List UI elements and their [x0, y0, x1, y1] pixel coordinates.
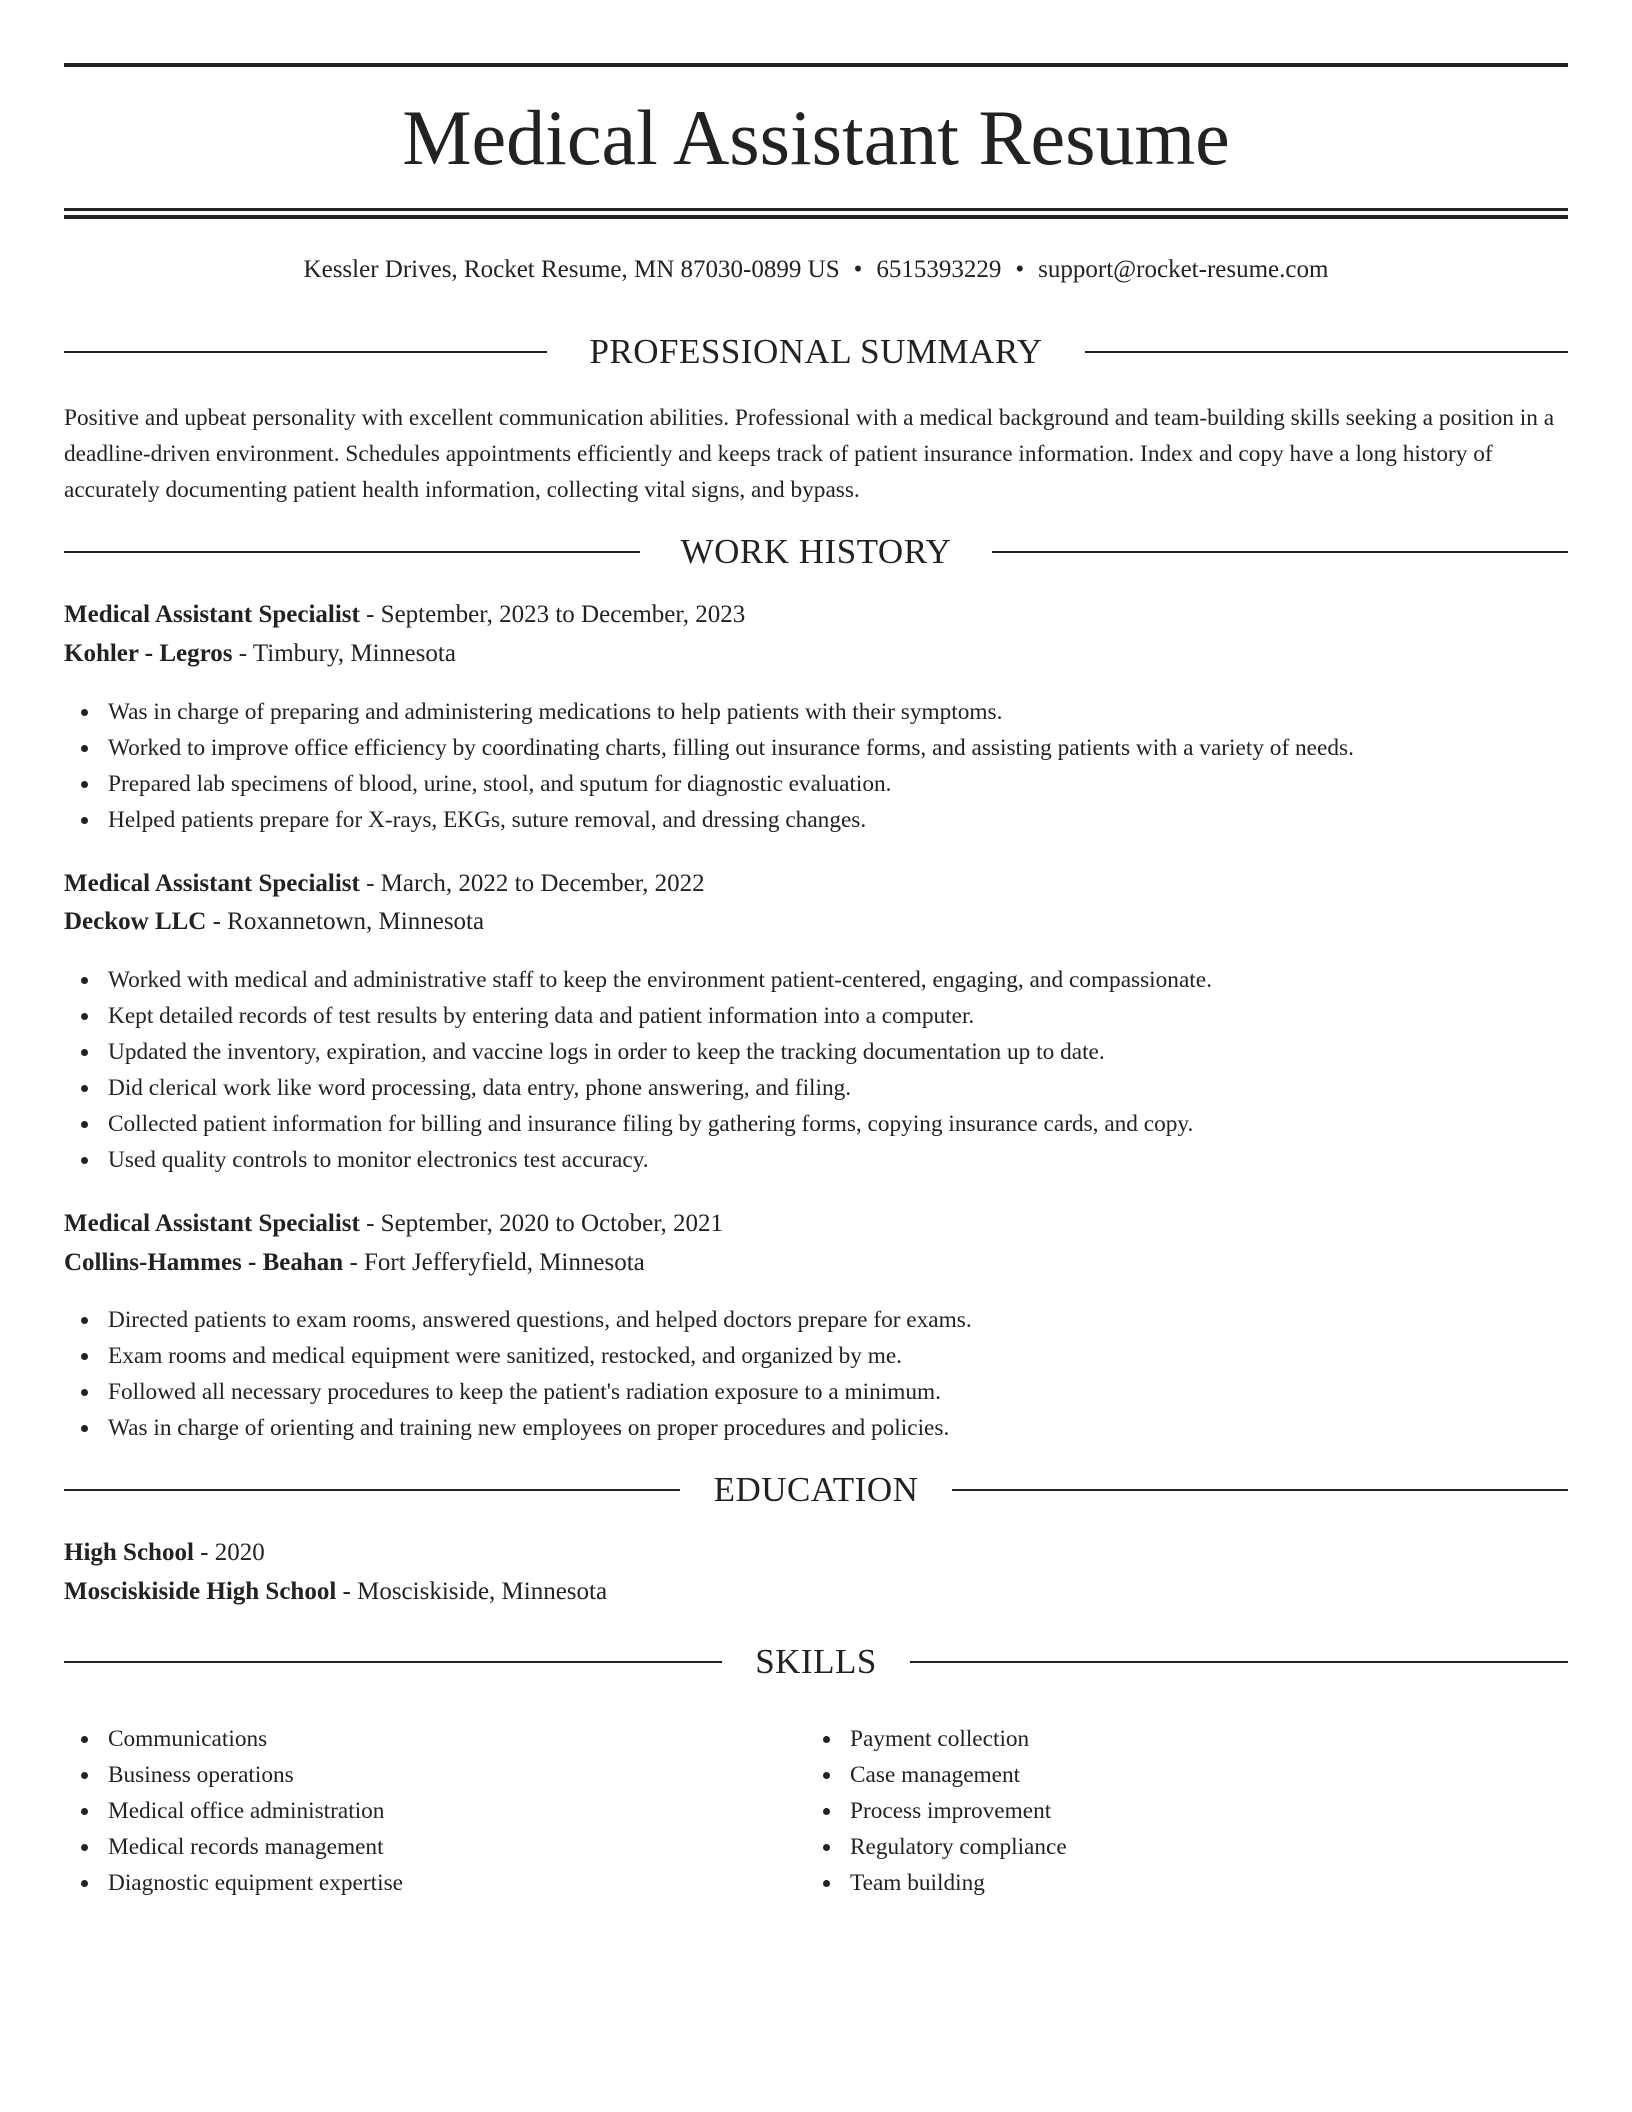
job-title: Medical Assistant Specialist — [64, 870, 360, 897]
job-title-line — [64, 597, 1568, 633]
job-location: - Fort Jefferyfield, Minnesota — [343, 1249, 645, 1276]
list-item: Worked to improve office efficiency by coordinating charts, filling out insurance forms, and assisting patients with a variety of needs. — [108, 730, 1612, 766]
header-double-rule-upper — [64, 208, 1568, 211]
list-item: Used quality controls to monitor electronics test accuracy. — [108, 1142, 1612, 1178]
skills-list-left — [64, 1721, 808, 1901]
skills-list-right — [806, 1721, 1550, 1901]
job-title-line — [64, 866, 1568, 902]
section-work-history — [64, 530, 1568, 574]
skill-item: Diagnostic equipment expertise — [108, 1865, 808, 1901]
job-company-line — [64, 904, 1568, 940]
job-title-line — [64, 1206, 1568, 1242]
job-company: Collins-Hammes - Beahan — [64, 1249, 344, 1276]
list-item: Exam rooms and medical equipment were sanitized, restocked, and organized by me. — [108, 1338, 1612, 1374]
education-school: Mosciskiside High School — [64, 1578, 337, 1605]
section-education — [64, 1468, 1568, 1512]
education-degree: High School — [64, 1539, 194, 1566]
header-double-rule-lower — [64, 215, 1568, 219]
education-degree-line — [64, 1535, 1568, 1571]
list-item: Updated the inventory, expiration, and vaccine logs in order to keep the tracking documentation up to date. — [108, 1034, 1612, 1070]
resume-title: Medical Assistant Resume — [402, 94, 1230, 181]
job-dates: - March, 2022 to December, 2022 — [359, 870, 705, 897]
skill-item: Business operations — [108, 1757, 808, 1793]
job-company: Kohler - Legros — [64, 640, 233, 667]
skill-item: Regulatory compliance — [850, 1829, 1550, 1865]
list-item: Helped patients prepare for X-rays, EKGs, suture removal, and dressing changes. — [108, 802, 1612, 838]
job-title: Medical Assistant Specialist — [64, 1210, 360, 1237]
job-title: Medical Assistant Specialist — [64, 601, 360, 628]
job-dates: - September, 2020 to October, 2021 — [359, 1210, 724, 1237]
list-item: Prepared lab specimens of blood, urine, stool, and sputum for diagnostic evaluation. — [108, 766, 1612, 802]
list-item: Was in charge of preparing and administering medications to help patients with their symptoms. — [108, 694, 1612, 730]
list-item: Did clerical work like word processing, data entry, phone answering, and filing. — [108, 1070, 1612, 1106]
list-item: Was in charge of orienting and training new employees on proper procedures and policies. — [108, 1410, 1612, 1446]
section-heading: EDUCATION — [713, 1470, 919, 1509]
list-item: Followed all necessary procedures to keep the patient's radiation exposure to a minimum. — [108, 1374, 1612, 1410]
job-bullets — [64, 1302, 1612, 1446]
job-company: Deckow LLC — [64, 908, 207, 935]
job-bullets — [64, 962, 1612, 1178]
contact-email: support@rocket-resume.com — [1038, 256, 1329, 283]
education-school-line — [64, 1574, 1568, 1610]
summary-text: Positive and upbeat personality with excellent communication abilities. Professional with a medical background and team-building skills seeking a position in a deadline-driven environment. Schedules appointments efficiently and keeps track of patient insurance information. Index and copy have a long history of accurately documenting patient health information, collecting vital signs, and bypass. — [64, 405, 1555, 503]
contact-address: Kessler Drives, Rocket Resume, MN 87030-0899 US — [303, 256, 840, 283]
skill-item: Process improvement — [850, 1793, 1550, 1829]
job-location: - Timbury, Minnesota — [232, 640, 456, 667]
skill-item: Communications — [108, 1721, 808, 1757]
section-heading: SKILLS — [755, 1642, 877, 1681]
list-item: Collected patient information for billing and insurance filing by gathering forms, copying insurance cards, and copy. — [108, 1106, 1612, 1142]
job-dates: - September, 2023 to December, 2023 — [359, 601, 746, 628]
section-skills — [64, 1640, 1568, 1684]
list-item: Worked with medical and administrative staff to keep the environment patient-centered, engaging, and compassionate. — [108, 962, 1612, 998]
list-item: Kept detailed records of test results by entering data and patient information into a computer. — [108, 998, 1612, 1034]
section-heading: PROFESSIONAL SUMMARY — [589, 332, 1043, 371]
education-year: - 2020 — [193, 1539, 265, 1566]
education-location: - Mosciskiside, Minnesota — [336, 1578, 608, 1605]
skill-item: Medical office administration — [108, 1793, 808, 1829]
skill-item: Medical records management — [108, 1829, 808, 1865]
skill-item: Team building — [850, 1865, 1550, 1901]
section-heading: WORK HISTORY — [680, 532, 952, 571]
skill-item: Case management — [850, 1757, 1550, 1793]
header-top-rule — [64, 63, 1568, 67]
job-company-line — [64, 1245, 1568, 1281]
job-bullets — [64, 694, 1612, 838]
section-professional-summary — [64, 330, 1568, 374]
contact-separator: • — [853, 256, 863, 283]
job-company-line — [64, 636, 1568, 672]
list-item: Directed patients to exam rooms, answered questions, and helped doctors prepare for exams. — [108, 1302, 1612, 1338]
contact-line — [64, 253, 1568, 287]
skill-item: Payment collection — [850, 1721, 1550, 1757]
job-location: - Roxannetown, Minnesota — [206, 908, 485, 935]
contact-separator: • — [1015, 256, 1025, 283]
contact-phone: 6515393229 — [876, 256, 1002, 283]
